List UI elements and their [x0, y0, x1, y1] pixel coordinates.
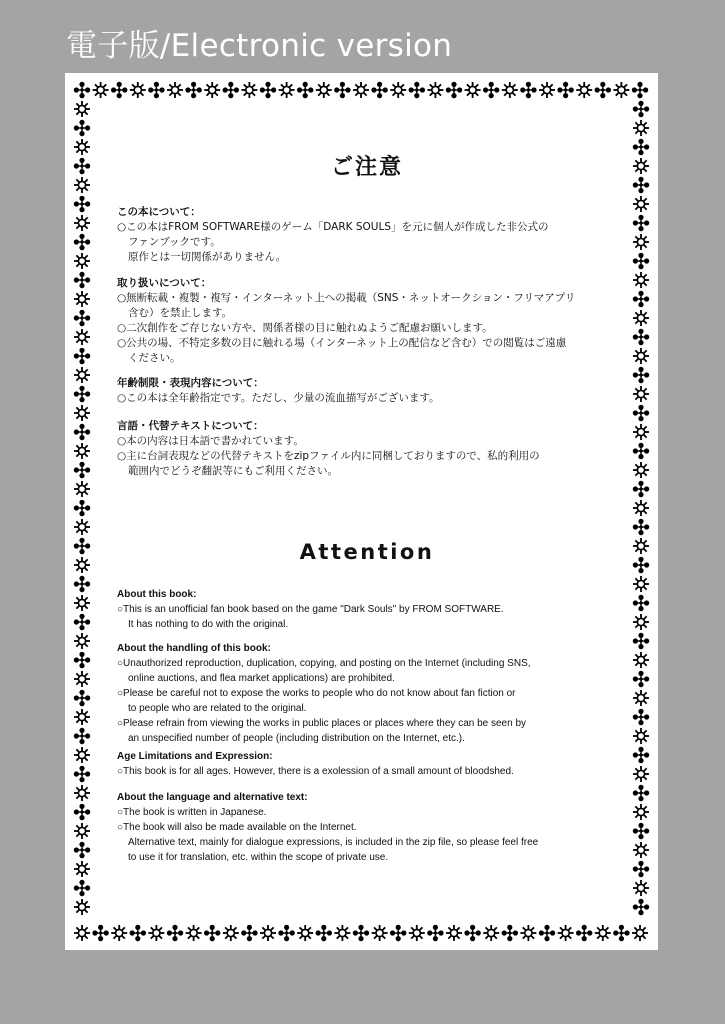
border-ornament-icon: [74, 82, 90, 98]
border-ornament-icon: [260, 82, 276, 98]
en-section-age: [117, 749, 617, 779]
section-heading: About this book:: [117, 589, 197, 600]
border-ornament-icon: [633, 348, 649, 364]
border-ornament-icon: [167, 925, 183, 941]
section-heading: この本について：: [117, 206, 201, 218]
jp-section-age: [117, 376, 617, 406]
section-line: 範囲内でどうぞ翻訳等にもご利用ください。: [128, 465, 338, 477]
section-line: ○This is an unofficial fan book based on the game "Dark Souls" by FROM SOFTWARE.: [117, 604, 504, 615]
border-ornament-icon: [74, 481, 90, 497]
border-ornament-icon: [633, 804, 649, 820]
jp-section-about-book: [117, 205, 617, 265]
border-ornament-icon: [74, 747, 90, 763]
border-ornament-icon: [74, 177, 90, 193]
border-ornament-icon: [74, 785, 90, 801]
border-ornament-icon: [74, 386, 90, 402]
border-ornament-icon: [74, 329, 90, 345]
border-ornament-icon: [633, 196, 649, 212]
jp-section-handling: [117, 276, 617, 366]
section-heading: About the handling of this book:: [117, 643, 271, 654]
border-ornament-icon: [633, 614, 649, 630]
section-heading: 年齢制限・表現内容について：: [117, 377, 264, 389]
border-ornament-icon: [390, 82, 406, 98]
border-ornament-icon: [74, 728, 90, 744]
section-line: to use it for translation, etc. within the scope of private use.: [128, 852, 389, 863]
border-ornament-icon: [74, 804, 90, 820]
border-ornament-icon: [241, 925, 257, 941]
border-ornament-icon: [74, 215, 90, 231]
border-ornament-icon: [633, 842, 649, 858]
section-line: ○The book is written in Japanese.: [117, 807, 267, 818]
border-ornament-icon: [576, 925, 592, 941]
border-ornament-icon: [74, 519, 90, 535]
border-ornament-icon: [465, 82, 481, 98]
border-ornament-icon: [633, 880, 649, 896]
border-ornament-icon: [633, 158, 649, 174]
section-line: ○この本は全年齢指定です。ただし、少量の流血描写がございます。: [117, 392, 440, 404]
border-ornament-icon: [633, 329, 649, 345]
section-line: It has nothing to do with the original.: [128, 619, 289, 630]
border-ornament-icon: [74, 766, 90, 782]
section-heading: 言語・代替テキストについて：: [117, 420, 264, 432]
border-ornament-icon: [633, 462, 649, 478]
border-ornament-icon: [613, 82, 629, 98]
section-heading: 取り扱いについて：: [117, 277, 212, 289]
border-ornament-icon: [632, 925, 648, 941]
border-ornament-icon: [278, 925, 294, 941]
border-ornament-icon: [633, 671, 649, 687]
border-ornament-icon: [185, 82, 201, 98]
border-ornament-icon: [74, 120, 90, 136]
border-ornament-icon: [633, 728, 649, 744]
border-ornament-icon: [74, 291, 90, 307]
border-ornament-icon: [633, 215, 649, 231]
border-ornament-icon: [74, 234, 90, 250]
border-ornament-icon: [409, 82, 425, 98]
section-heading: About the language and alternative text:: [117, 792, 308, 803]
border-ornament-icon: [316, 925, 332, 941]
border-ornament-icon: [74, 405, 90, 421]
border-ornament-icon: [167, 82, 183, 98]
border-ornament-icon: [613, 925, 629, 941]
border-ornament-icon: [633, 766, 649, 782]
border-ornament-icon: [74, 348, 90, 364]
section-line: ○主に台詞表現などの代替テキストをzipファイル内に同梱しておりますので、私的利用の: [117, 450, 540, 462]
border-ornament-icon: [633, 272, 649, 288]
border-ornament-icon: [334, 82, 350, 98]
border-ornament-icon: [633, 899, 649, 915]
border-ornament-icon: [539, 82, 555, 98]
border-ornament-icon: [633, 367, 649, 383]
border-ornament-icon: [74, 709, 90, 725]
section-line: online auctions, and flea market applications) are prohibited.: [128, 673, 395, 684]
border-ornament-icon: [633, 386, 649, 402]
border-ornament-icon: [633, 690, 649, 706]
border-ornament-icon: [74, 462, 90, 478]
border-ornament-icon: [595, 82, 611, 98]
border-ornament-icon: [74, 614, 90, 630]
border-ornament-icon: [502, 925, 518, 941]
border-ornament-icon: [74, 443, 90, 459]
jp-section-language: [117, 419, 617, 479]
border-ornament-icon: [74, 633, 90, 649]
border-ornament-icon: [74, 925, 90, 941]
border-ornament-icon: [74, 557, 90, 573]
en-section-handling: [117, 641, 617, 746]
japanese-title: ご注意: [330, 155, 403, 180]
border-ornament-icon: [74, 671, 90, 687]
border-ornament-icon: [633, 595, 649, 611]
border-ornament-icon: [130, 925, 146, 941]
border-ornament-icon: [204, 925, 220, 941]
border-ornament-icon: [633, 576, 649, 592]
border-ornament-icon: [74, 424, 90, 440]
border-ornament-icon: [74, 899, 90, 915]
border-ornament-icon: [223, 925, 239, 941]
border-ornament-icon: [427, 925, 443, 941]
border-ornament-icon: [74, 538, 90, 554]
border-ornament-icon: [633, 253, 649, 269]
border-ornament-icon: [633, 709, 649, 725]
border-ornament-icon: [148, 925, 164, 941]
section-line: ○Please be careful not to expose the works to people who do not know about fan fiction or: [117, 688, 516, 699]
section-heading: Age Limitations and Expression:: [117, 751, 273, 762]
border-ornament-icon: [633, 139, 649, 155]
section-line: ○公共の場、不特定多数の目に触れる場（インターネット上の配信など含む）での閲覧はご遠慮: [117, 337, 567, 349]
border-ornament-icon: [74, 500, 90, 516]
border-ornament-icon: [334, 925, 350, 941]
section-line: ○Unauthorized reproduction, duplication, copying, and posting on the Internet (including SNS,: [117, 658, 531, 669]
border-ornament-icon: [502, 82, 518, 98]
section-line: ファンブックです。: [128, 236, 221, 248]
border-ornament-icon: [74, 652, 90, 668]
border-ornament-icon: [633, 861, 649, 877]
border-ornament-icon: [633, 747, 649, 763]
border-ornament-icon: [632, 82, 648, 98]
border-ornament-icon: [297, 82, 313, 98]
border-ornament-icon: [297, 925, 313, 941]
border-ornament-icon: [74, 310, 90, 326]
border-ornament-icon: [633, 652, 649, 668]
border-ornament-icon: [74, 101, 90, 117]
section-line: ○無断転載・複製・複写・インターネット上への掲載（SNS・ネットオークション・フリマアプリ: [117, 292, 576, 304]
border-ornament-icon: [74, 595, 90, 611]
border-ornament-icon: [148, 82, 164, 98]
border-ornament-icon: [633, 310, 649, 326]
border-ornament-icon: [446, 925, 462, 941]
border-ornament-icon: [633, 291, 649, 307]
border-ornament-icon: [74, 367, 90, 383]
border-ornament-icon: [633, 823, 649, 839]
section-line: ○This book is for all ages. However, there is a exolession of a small amount of bloodshed.: [117, 766, 514, 777]
border-ornament-icon: [633, 443, 649, 459]
border-ornament-icon: [633, 481, 649, 497]
border-ornament-icon: [74, 253, 90, 269]
section-line: ○The book will also be made available on the Internet.: [117, 822, 357, 833]
section-line: to people who are related to the original.: [128, 703, 307, 714]
border-ornament-icon: [74, 576, 90, 592]
border-ornament-icon: [316, 82, 332, 98]
border-ornament-icon: [279, 82, 295, 98]
border-ornament-icon: [558, 925, 574, 941]
section-line: ○二次創作をご存じない方や、関係者様の目に触れぬようご配慮お願いします。: [117, 322, 493, 334]
border-ornament-icon: [241, 82, 257, 98]
border-ornament-icon: [74, 158, 90, 174]
english-title: Attention: [299, 540, 435, 564]
border-ornament-icon: [74, 272, 90, 288]
border-ornament-icon: [186, 925, 202, 941]
section-line: 原作とは一切関係がありません。: [128, 251, 287, 263]
border-ornament-icon: [633, 234, 649, 250]
border-ornament-icon: [74, 861, 90, 877]
section-line: Alternative text, mainly for dialogue expressions, is included in the zip file, so please feel free: [128, 837, 539, 848]
border-ornament-icon: [74, 139, 90, 155]
border-ornament-icon: [353, 82, 369, 98]
border-ornament-icon: [633, 500, 649, 516]
section-line: an unspecified number of people (including distribution on the Internet, etc.).: [128, 733, 465, 744]
border-ornament-icon: [633, 519, 649, 535]
border-ornament-icon: [372, 925, 388, 941]
electronic-version-banner: 電子版/Electronic version: [66, 28, 453, 64]
border-ornament-icon: [111, 925, 127, 941]
border-ornament-icon: [483, 82, 499, 98]
border-ornament-icon: [92, 925, 108, 941]
border-ornament-icon: [74, 690, 90, 706]
section-line: ○この本はFROM SOFTWARE様のゲーム「DARK SOULS」を元に個人が作成した非公式の: [117, 221, 549, 233]
en-section-about-book: [117, 587, 617, 632]
border-ornament-icon: [633, 557, 649, 573]
border-ornament-icon: [111, 82, 127, 98]
border-ornament-icon: [74, 196, 90, 212]
border-ornament-icon: [464, 925, 480, 941]
border-ornament-icon: [74, 823, 90, 839]
border-ornament-icon: [557, 82, 573, 98]
border-ornament-icon: [427, 82, 443, 98]
border-ornament-icon: [633, 177, 649, 193]
notice-page: [65, 73, 658, 950]
border-ornament-icon: [260, 925, 276, 941]
border-ornament-icon: [223, 82, 239, 98]
border-ornament-icon: [633, 538, 649, 554]
border-ornament-icon: [371, 82, 387, 98]
border-ornament-icon: [539, 925, 555, 941]
border-ornament-icon: [633, 424, 649, 440]
border-ornament-icon: [74, 842, 90, 858]
section-line: ○本の内容は日本語で書かれています。: [117, 435, 304, 447]
border-ornament-icon: [390, 925, 406, 941]
section-line: ください。: [128, 352, 181, 364]
border-ornament-icon: [633, 120, 649, 136]
border-ornament-icon: [446, 82, 462, 98]
border-ornament-icon: [633, 101, 649, 117]
border-ornament-icon: [409, 925, 425, 941]
border-ornament-icon: [520, 925, 536, 941]
border-ornament-icon: [353, 925, 369, 941]
border-ornament-icon: [93, 82, 109, 98]
border-ornament-icon: [576, 82, 592, 98]
border-ornament-icon: [204, 82, 220, 98]
en-section-language: [117, 790, 617, 865]
border-ornament-icon: [633, 633, 649, 649]
border-ornament-icon: [483, 925, 499, 941]
border-ornament-icon: [633, 405, 649, 421]
border-ornament-icon: [595, 925, 611, 941]
border-ornament-icon: [633, 785, 649, 801]
border-ornament-icon: [74, 880, 90, 896]
border-ornament-icon: [520, 82, 536, 98]
border-ornament-icon: [130, 82, 146, 98]
section-line: ○Please refrain from viewing the works in public places or places where they can be seen by: [117, 718, 527, 729]
section-line: 含む）を禁止します。: [128, 307, 233, 319]
